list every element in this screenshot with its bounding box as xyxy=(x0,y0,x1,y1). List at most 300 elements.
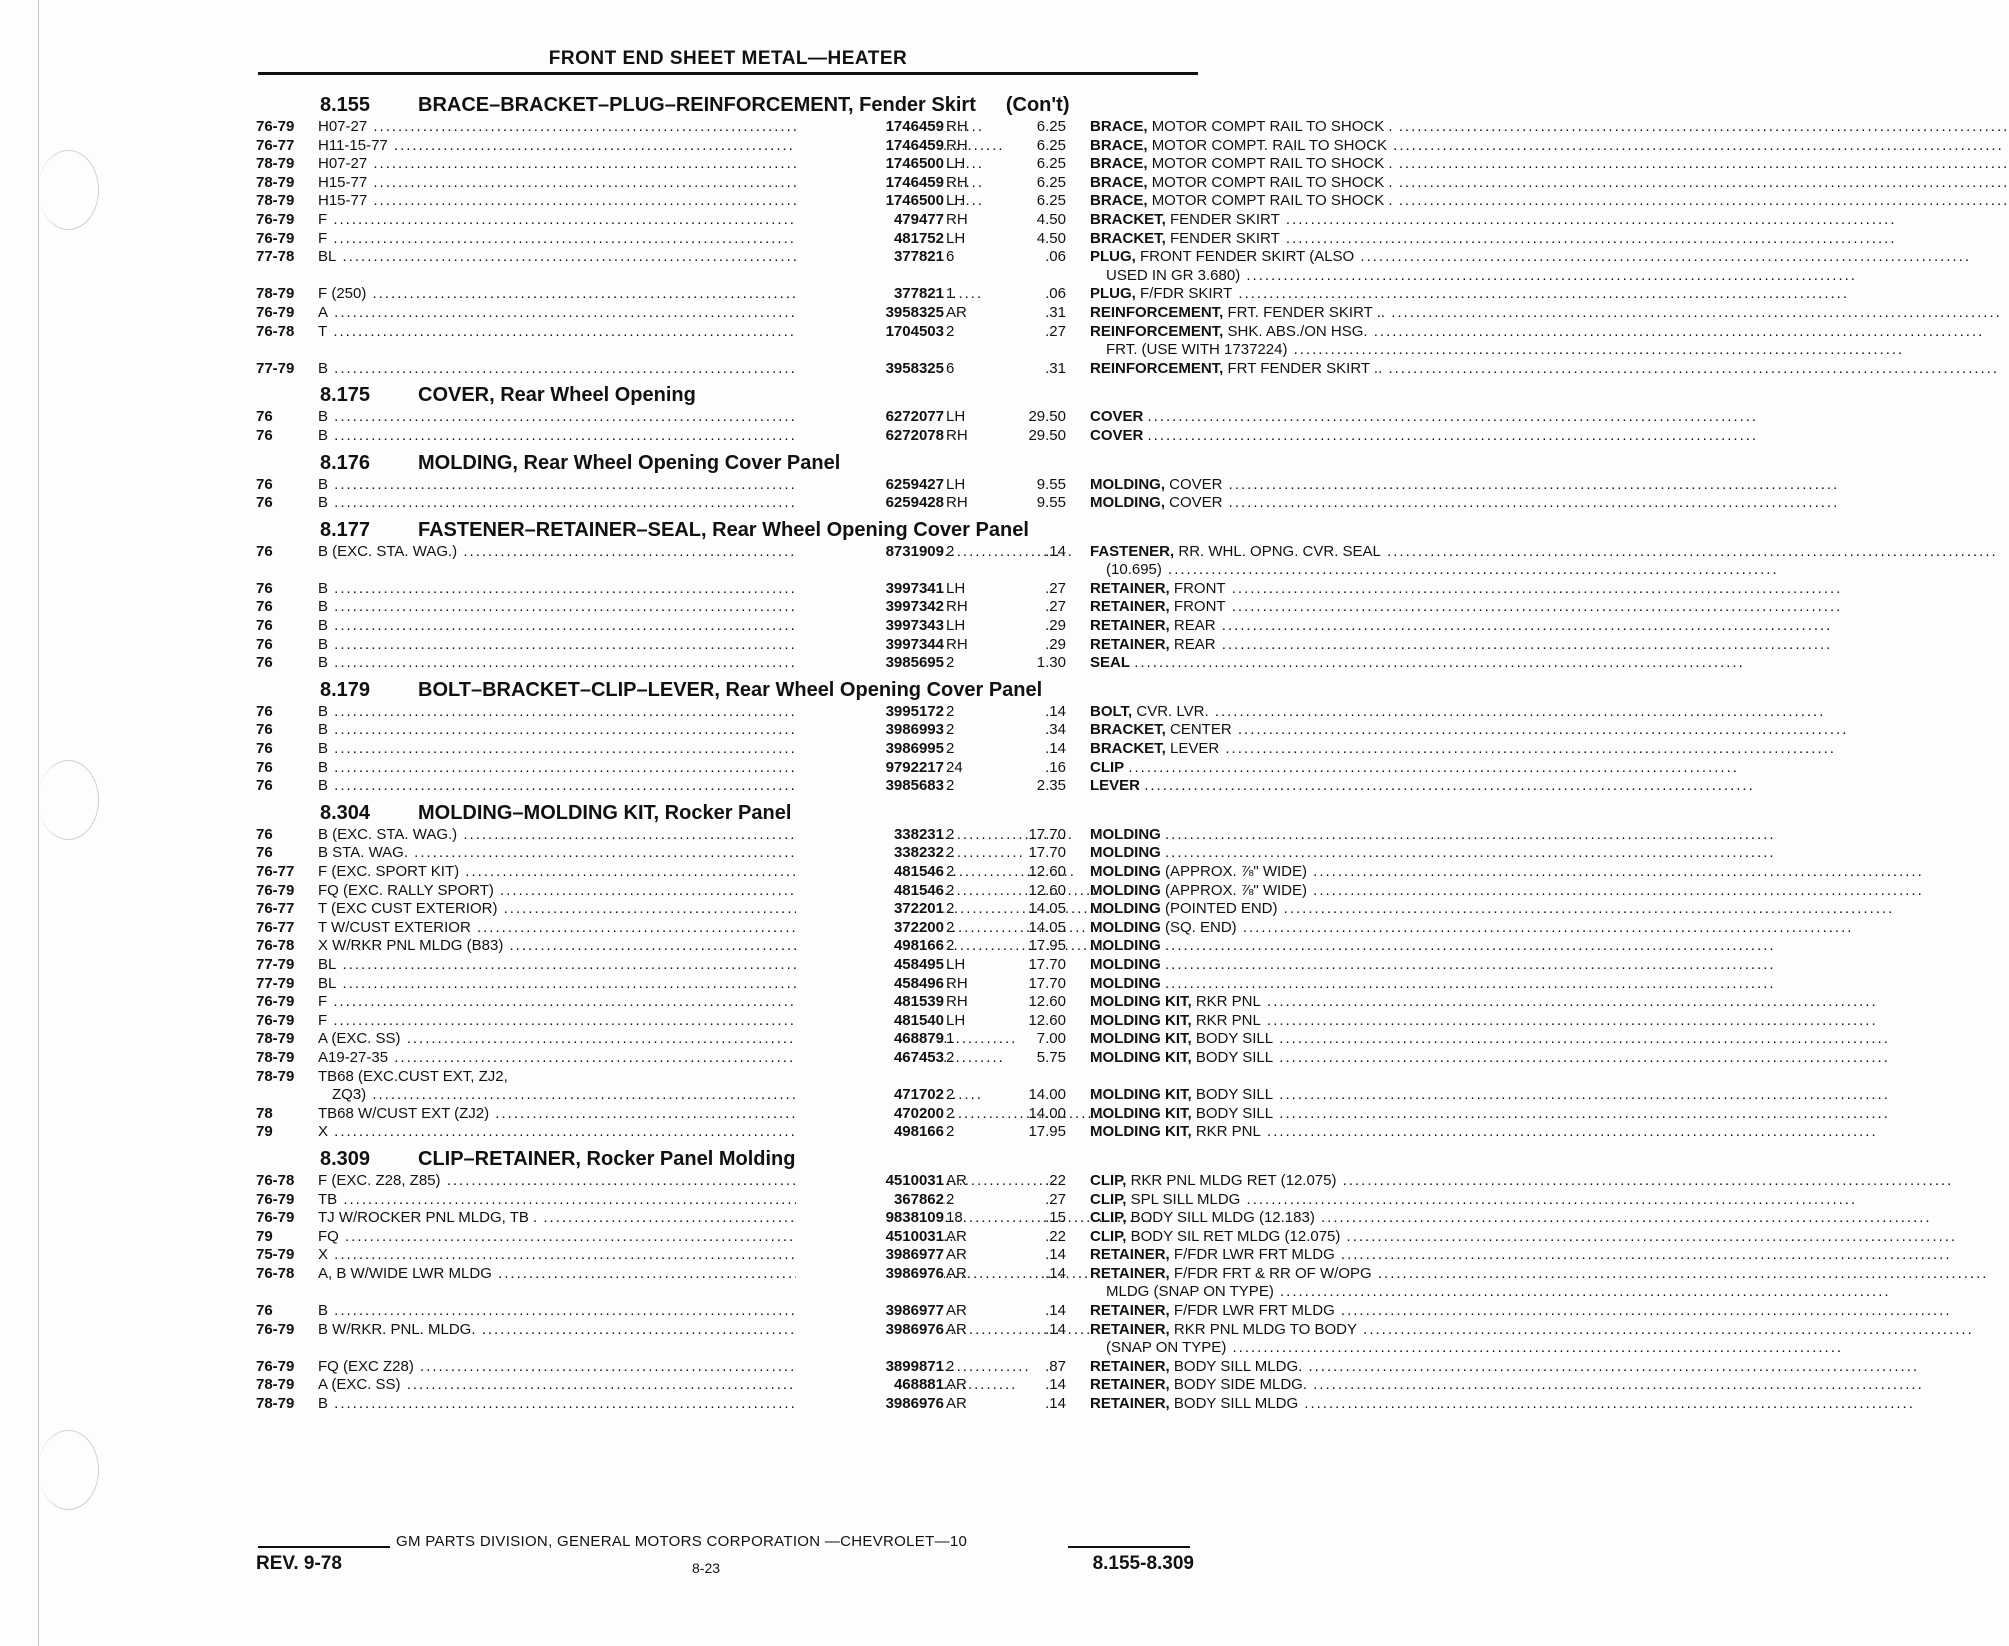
price: .14 xyxy=(1045,1320,1066,1338)
table-row xyxy=(256,1067,1274,1105)
price: .27 xyxy=(1045,579,1066,597)
description-text: COVER xyxy=(1169,494,1223,512)
table-row xyxy=(256,136,1387,156)
section-title xyxy=(256,677,1216,703)
description-text: BODY SILL xyxy=(1195,1048,1274,1066)
table-row xyxy=(256,617,1216,636)
model-year: 76 xyxy=(256,635,273,653)
part-number: 3986993 xyxy=(796,721,944,740)
table-row xyxy=(256,229,1280,249)
quantity: 2 xyxy=(946,844,955,862)
part-number: 468881 xyxy=(796,1376,944,1395)
part-number: 6259428 xyxy=(796,494,944,513)
table-row xyxy=(256,1048,1274,1068)
description-keyword: CLIP, xyxy=(1090,1190,1127,1208)
description-text: BODY SILL xyxy=(1195,1030,1274,1048)
model-code: B ..... xyxy=(318,654,838,673)
price: .14 xyxy=(1045,702,1066,720)
description xyxy=(1090,826,1452,845)
row-line xyxy=(256,1302,1335,1321)
row-line xyxy=(256,1227,1341,1247)
price: .06 xyxy=(1045,248,1066,266)
row-line xyxy=(256,1171,1337,1191)
model-code: T (EXC CUST EXTERIOR) ..... xyxy=(318,900,838,919)
model-code: B ..... xyxy=(318,721,838,740)
quantity: RH xyxy=(946,136,968,154)
description-keyword: FASTENER, xyxy=(1090,542,1175,560)
description xyxy=(1090,1086,1452,1105)
description-keyword: LEVER xyxy=(1090,777,1141,795)
quantity: RH xyxy=(946,173,968,191)
part-number: 3995172 xyxy=(796,703,944,722)
table-row xyxy=(256,1104,1274,1124)
price: 7.00 xyxy=(1036,1030,1066,1048)
description xyxy=(1090,304,1452,323)
quantity: 2 xyxy=(946,740,955,758)
description xyxy=(1090,1172,1452,1191)
description-keyword: PLUG, xyxy=(1090,285,1136,303)
section-number: 8.155 xyxy=(320,94,371,116)
model-code: T W/CUST EXTERIOR ..... xyxy=(318,919,838,938)
model-code: X W/RKR PNL MLDG (B83) ..... xyxy=(318,937,838,956)
description xyxy=(1090,211,1452,230)
description xyxy=(1090,137,1452,156)
model-year: 76-79 xyxy=(256,229,295,247)
description-keyword: REINFORCEMENT, xyxy=(1090,303,1224,321)
description-text: COVER xyxy=(1169,475,1223,493)
model-year: 79 xyxy=(256,1123,273,1141)
model-code: B ..... xyxy=(318,636,838,655)
row-line xyxy=(256,900,1278,919)
quantity: LH xyxy=(946,1011,966,1029)
model-code: F (EXC. SPORT KIT) ..... xyxy=(318,863,838,882)
description xyxy=(1090,740,1452,759)
quantity: 2 xyxy=(946,918,955,936)
price: 14.05 xyxy=(1028,918,1066,936)
model-year: 77-79 xyxy=(256,955,295,973)
model-year: 78-79 xyxy=(256,192,295,210)
description xyxy=(1090,476,1452,495)
description-keyword: CLIP, xyxy=(1090,1209,1127,1227)
quantity: 2 xyxy=(946,542,955,560)
row-line xyxy=(256,826,1216,845)
model-code: FQ ..... xyxy=(318,1228,838,1247)
part-number: 367862 xyxy=(796,1191,944,1210)
description xyxy=(1090,654,1452,673)
description-keyword: REINFORCEMENT, xyxy=(1090,322,1224,340)
model-code: B ..... xyxy=(318,703,838,722)
part-number: 3899871 xyxy=(796,1358,944,1377)
price: 14.00 xyxy=(1028,1086,1066,1104)
table-row xyxy=(256,1264,1372,1302)
model-code: X ..... xyxy=(318,1246,838,1265)
binder-hole-mark xyxy=(38,1430,99,1510)
price: .87 xyxy=(1045,1357,1066,1375)
quantity: 2 xyxy=(946,1048,955,1066)
description xyxy=(1090,1049,1452,1068)
model-code: B ..... xyxy=(318,759,838,778)
price: .31 xyxy=(1045,359,1066,377)
description xyxy=(1090,494,1452,513)
description-text: MOTOR COMPT RAIL TO SHOCK . xyxy=(1151,192,1393,210)
row-line xyxy=(256,1048,1274,1068)
part-number: 3985683 xyxy=(796,777,944,796)
part-number: 498166 xyxy=(796,1123,944,1142)
description xyxy=(1090,1209,1452,1228)
description-text: RKR PNL xyxy=(1195,1011,1261,1029)
binder-hole-mark xyxy=(38,760,99,840)
table-row xyxy=(256,918,1237,938)
price: .29 xyxy=(1045,635,1066,653)
quantity: 2 xyxy=(946,1086,955,1104)
description xyxy=(1090,956,1452,975)
table-row xyxy=(256,636,1216,655)
table-row xyxy=(256,155,1393,174)
model-code-continued: ZQ3) ..... xyxy=(332,1086,792,1105)
quantity: RH xyxy=(946,598,968,616)
description-keyword: RETAINER, xyxy=(1090,1302,1170,1320)
description-text: F/FDR LWR FRT MLDG xyxy=(1173,1246,1335,1264)
description-text: F/FDR SKIRT xyxy=(1140,285,1233,303)
price: 29.50 xyxy=(1028,426,1066,444)
quantity: AR xyxy=(946,1302,967,1320)
price: 6.25 xyxy=(1036,192,1066,210)
model-year: 79 xyxy=(256,1227,273,1245)
description-text: FENDER SKIRT xyxy=(1170,210,1280,228)
description-text: RKR PNL MLDG RET (12.075) xyxy=(1130,1171,1337,1189)
header-rule xyxy=(258,72,1198,75)
catalog-section xyxy=(256,1146,1372,1414)
model-code: BL ..... xyxy=(318,975,838,994)
row-line xyxy=(256,579,1226,599)
quantity: AR xyxy=(946,1246,967,1264)
description-text: F/FDR FRT & RR OF W/OPG xyxy=(1173,1264,1372,1282)
table-row xyxy=(256,248,1355,285)
description-keyword: RETAINER, xyxy=(1090,1376,1170,1394)
description-keyword: RETAINER, xyxy=(1090,1395,1170,1413)
table-row xyxy=(256,1190,1241,1210)
part-number: 6272077 xyxy=(796,408,944,427)
row-line xyxy=(256,303,1386,323)
part-number: 372200 xyxy=(796,919,944,938)
model-year: 78-79 xyxy=(256,1376,295,1394)
description-text: (APPROX. ⅞" WIDE) xyxy=(1165,863,1308,880)
model-code: H11-15-77 ..... xyxy=(318,137,838,156)
table-row xyxy=(256,740,1220,759)
model-code: B (EXC. STA. WAG.) ..... xyxy=(318,543,838,562)
description-text: FRT FENDER SKIRT .. xyxy=(1227,359,1383,377)
row-line xyxy=(256,248,1355,267)
description-keyword: RETAINER, xyxy=(1090,1320,1170,1338)
part-number: 8731909 xyxy=(796,543,944,562)
part-number: 3986977 xyxy=(796,1246,944,1265)
model-code: F ..... xyxy=(318,993,838,1012)
description xyxy=(1090,248,1452,267)
price: 4.50 xyxy=(1036,229,1066,247)
description xyxy=(1090,1105,1452,1124)
description xyxy=(1090,703,1452,722)
description-keyword: MOLDING KIT, xyxy=(1090,1011,1192,1029)
row-line xyxy=(256,542,1381,562)
description xyxy=(1090,900,1452,919)
section-title xyxy=(256,517,1216,543)
row-line xyxy=(256,636,1216,655)
row-line xyxy=(256,322,1368,342)
row-line xyxy=(256,1395,1299,1414)
price: 17.95 xyxy=(1028,937,1066,955)
model-code: F (EXC. Z28, Z85) ..... xyxy=(318,1172,838,1191)
part-number: 1746500 xyxy=(796,192,944,211)
section-heading: MOLDING–MOLDING KIT, Rocker Panel xyxy=(418,801,792,824)
quantity: LH xyxy=(946,955,966,973)
part-number: 1746459 xyxy=(796,137,944,156)
description xyxy=(1090,1012,1452,1031)
description xyxy=(1090,1030,1452,1049)
table-row xyxy=(256,210,1280,230)
model-year: 76-79 xyxy=(256,1190,295,1208)
description-keyword: MOLDING xyxy=(1090,974,1161,992)
part-number: 481546 xyxy=(796,863,944,882)
quantity: 2 xyxy=(946,1104,955,1122)
model-code: F ..... xyxy=(318,230,838,249)
part-number: 4510031 xyxy=(796,1228,944,1247)
description-keyword: SEAL xyxy=(1090,654,1131,672)
model-year: 77-79 xyxy=(256,974,295,992)
description-text: FRT. FENDER SKIRT .. xyxy=(1227,303,1386,321)
price: .29 xyxy=(1045,617,1066,635)
price: .27 xyxy=(1045,598,1066,616)
description xyxy=(1090,174,1452,193)
footer-revision: REV. 9-78 xyxy=(256,1553,342,1574)
footer-section-range: 8.155-8.309 xyxy=(1092,1553,1194,1574)
description xyxy=(1090,993,1452,1012)
description-keyword: MOLDING xyxy=(1090,863,1161,880)
quantity: 2 xyxy=(946,863,955,880)
row-line xyxy=(256,192,1393,211)
description xyxy=(1090,360,1452,379)
model-year: 76 xyxy=(256,579,273,597)
quantity: LH xyxy=(946,408,966,426)
part-number: 458496 xyxy=(796,975,944,994)
table-row xyxy=(256,1011,1261,1031)
quantity: RH xyxy=(946,635,968,653)
section-heading: MOLDING, Rear Wheel Opening Cover Panel xyxy=(418,451,841,474)
row-line xyxy=(256,759,1216,778)
description-keyword: MOLDING xyxy=(1090,900,1161,918)
model-year: 76 xyxy=(256,475,273,493)
description xyxy=(1090,863,1452,882)
quantity: 2 xyxy=(946,721,955,739)
model-year: 76 xyxy=(256,426,273,444)
row-line xyxy=(256,1030,1274,1049)
section-title xyxy=(256,450,1216,476)
description xyxy=(1090,1376,1452,1395)
row-line xyxy=(256,721,1232,740)
model-year: 78-79 xyxy=(256,155,295,173)
part-number: 3958325 xyxy=(796,304,944,323)
model-code: A, B W/WIDE LWR MLDG ..... xyxy=(318,1265,838,1284)
row-line xyxy=(256,210,1280,230)
row-line xyxy=(256,173,1393,193)
quantity: AR xyxy=(946,1264,967,1282)
row-line xyxy=(256,155,1393,174)
description-text: (APPROX. ⅞" WIDE) xyxy=(1165,881,1308,899)
description xyxy=(1090,230,1452,249)
description-text: BODY SIDE MLDG. xyxy=(1173,1376,1307,1394)
part-number: 338232 xyxy=(796,844,944,863)
description-text: BODY SILL MLDG. xyxy=(1173,1357,1303,1375)
model-code: A (EXC. SS) ..... xyxy=(318,1030,838,1049)
description-keyword: RETAINER, xyxy=(1090,579,1170,597)
price: 17.70 xyxy=(1028,825,1066,843)
section-heading: COVER, Rear Wheel Opening xyxy=(418,384,696,407)
description-keyword: MOLDING KIT, xyxy=(1090,1104,1192,1122)
price: .14 xyxy=(1045,1376,1066,1394)
model-year: 78-79 xyxy=(256,173,295,191)
price: 12.60 xyxy=(1028,881,1066,899)
description xyxy=(1090,543,1452,562)
part-number: 338231 xyxy=(796,826,944,845)
description-keyword: MOLDING KIT, xyxy=(1090,1123,1192,1141)
model-code: H15-77 ..... xyxy=(318,174,838,193)
quantity: AR xyxy=(946,1171,967,1189)
description-keyword: MOLDING KIT, xyxy=(1090,1030,1192,1048)
quantity: AR xyxy=(946,1395,967,1413)
description-keyword: RETAINER, xyxy=(1090,1246,1170,1264)
description-text: RR. WHL. OPNG. CVR. SEAL xyxy=(1178,542,1381,560)
quantity: AR xyxy=(946,303,967,321)
row-line xyxy=(256,881,1308,901)
row-line xyxy=(256,918,1237,938)
row-line xyxy=(256,1283,1274,1302)
model-year: 76 xyxy=(256,542,273,560)
model-year: 75-79 xyxy=(256,1246,295,1264)
part-number: 470200 xyxy=(796,1105,944,1124)
description-keyword: RETAINER, xyxy=(1090,1264,1170,1282)
row-line xyxy=(256,266,1241,286)
model-year: 76 xyxy=(256,1302,273,1320)
description xyxy=(1090,598,1452,617)
price: 2.35 xyxy=(1036,777,1066,795)
row-line xyxy=(256,1086,1274,1105)
table-row xyxy=(256,1030,1274,1049)
model-code: A19-27-35 ..... xyxy=(318,1049,838,1068)
quantity: 24 xyxy=(946,758,963,776)
description-keyword: MOLDING KIT, xyxy=(1090,993,1192,1011)
section-heading: BOLT–BRACKET–CLIP–LEVER, Rear Wheel Opening Cover Panel xyxy=(418,678,1043,701)
model-code: H07-27 ..... xyxy=(318,118,838,137)
quantity: LH xyxy=(946,475,966,493)
table-row xyxy=(256,956,1216,975)
row-line xyxy=(256,598,1226,617)
quantity: 2 xyxy=(946,900,955,918)
quantity: 2 xyxy=(946,654,955,672)
description-text: BODY SILL MLDG xyxy=(1173,1395,1299,1413)
footer-corporation: GM PARTS DIVISION, GENERAL MOTORS CORPORATION —CHEVROLET—10 xyxy=(396,1533,968,1550)
model-year: 76-79 xyxy=(256,1011,295,1029)
description-keyword: RETAINER, xyxy=(1090,635,1170,653)
price: .14 xyxy=(1045,542,1066,560)
row-line xyxy=(256,285,1233,304)
description xyxy=(1090,636,1452,655)
row-line xyxy=(256,427,1216,446)
description-text: FRONT xyxy=(1173,579,1226,597)
part-number: 3986995 xyxy=(796,740,944,759)
quantity: 1 xyxy=(946,285,955,303)
model-year: 78 xyxy=(256,1104,273,1122)
price: 14.05 xyxy=(1028,900,1066,918)
table-row xyxy=(256,427,1216,446)
description xyxy=(1090,882,1452,901)
catalog-section xyxy=(256,382,1216,445)
model-code: TB ..... xyxy=(318,1191,838,1210)
description-keyword: CLIP, xyxy=(1090,1227,1127,1245)
description xyxy=(1090,975,1452,994)
description-text: REAR xyxy=(1173,635,1216,653)
description xyxy=(1090,427,1452,446)
price: 1.30 xyxy=(1036,654,1066,672)
description-keyword: MOLDING KIT, xyxy=(1090,1048,1192,1066)
table-row xyxy=(256,579,1226,599)
model-year: 76-79 xyxy=(256,1209,295,1227)
description xyxy=(1090,408,1452,427)
quantity: 2 xyxy=(946,1357,955,1375)
section-title xyxy=(256,382,1216,408)
description xyxy=(1090,937,1452,956)
table-row xyxy=(256,475,1223,495)
model-code: F (250) ..... xyxy=(318,285,838,304)
description-text: MOTOR COMPT RAIL TO SHOCK . xyxy=(1151,155,1393,173)
price: .27 xyxy=(1045,1190,1066,1208)
quantity: 2 xyxy=(946,937,955,955)
quantity: LH xyxy=(946,192,966,210)
part-number: 481539 xyxy=(796,993,944,1012)
row-line xyxy=(256,777,1216,796)
table-row xyxy=(256,844,1216,863)
price: .14 xyxy=(1045,1264,1066,1282)
description-keyword: BRACE, xyxy=(1090,136,1148,154)
quantity: 2 xyxy=(946,825,955,843)
description-keyword: RETAINER, xyxy=(1090,598,1170,616)
price: .15 xyxy=(1045,1209,1066,1227)
part-number: 9838109 xyxy=(796,1209,944,1228)
row-line xyxy=(256,1104,1274,1124)
row-line xyxy=(256,359,1383,379)
description-text: RKR PNL xyxy=(1195,1123,1261,1141)
table-row xyxy=(256,1123,1261,1142)
model-year: 78-79 xyxy=(256,1067,295,1085)
row-line xyxy=(256,1320,1358,1340)
model-year: 76-79 xyxy=(256,210,295,228)
model-year: 76 xyxy=(256,758,273,776)
table-row xyxy=(256,1357,1303,1377)
model-code: H15-77 ..... xyxy=(318,192,838,211)
price: .14 xyxy=(1045,1246,1066,1264)
table-row xyxy=(256,881,1308,901)
table-row xyxy=(256,322,1368,360)
description-keyword: REINFORCEMENT, xyxy=(1090,359,1224,377)
description-text: MOTOR COMPT RAIL TO SHOCK . xyxy=(1151,173,1393,191)
price: 9.55 xyxy=(1036,494,1066,512)
catalog-section xyxy=(256,800,1308,1142)
part-number: 372201 xyxy=(796,900,944,919)
part-number: 6259427 xyxy=(796,476,944,495)
table-row xyxy=(256,863,1308,882)
model-year: 78-79 xyxy=(256,1030,295,1048)
description xyxy=(1090,1228,1452,1247)
model-year: 76-77 xyxy=(256,918,295,936)
quantity: LH xyxy=(946,155,966,173)
